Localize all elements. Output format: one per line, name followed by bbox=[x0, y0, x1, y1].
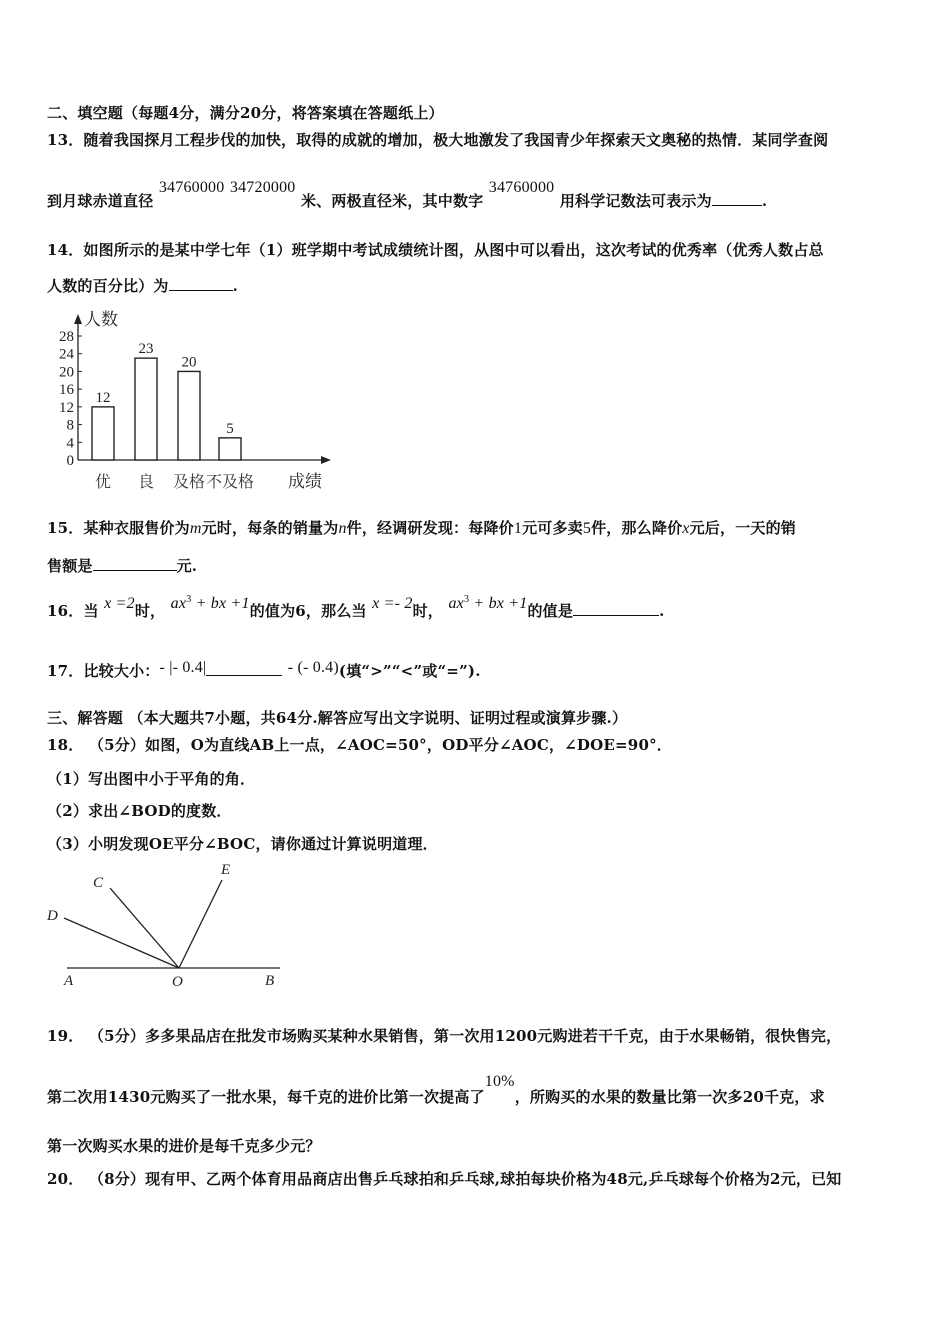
q19-line2 bbox=[47, 1073, 825, 1107]
section-2-heading: 二、填空题（每题4分，满分20分，将答案填在答题纸上） bbox=[47, 104, 444, 122]
chart-bar bbox=[135, 358, 157, 460]
chart-bar-value-label: 12 bbox=[95, 389, 111, 406]
ray-oc bbox=[110, 888, 179, 968]
q15-var-n: n bbox=[338, 520, 347, 537]
q15-text-3: 件，经调研发现：每降价 bbox=[346, 519, 514, 537]
q16-text-5: 的值是 bbox=[527, 602, 574, 620]
q15-text-1: 15．某种衣服售价为 bbox=[47, 519, 190, 537]
q16-text-4: 时， bbox=[412, 602, 444, 620]
q18-sub-3: （3）小明发现OE平分∠BOC，请你通过计算说明道理． bbox=[47, 835, 438, 853]
q13-prefix: 到月球赤道直径 bbox=[47, 192, 154, 210]
q19-line1: 19． （5分）多多果品店在批发市场购买某种水果销售，第一次用1200元购进若干千克，由于水果畅销，很快售完， bbox=[47, 1027, 842, 1045]
q16-expr-2-a: ax bbox=[448, 595, 464, 612]
chart-y-tick-label: 28 bbox=[59, 329, 74, 345]
label-c: C bbox=[93, 875, 104, 891]
q13-mid: 米、两极直径米，其中数字 bbox=[300, 192, 484, 210]
q18-line1: 18． （5分）如图，O为直线AB上一点，∠AOC=50°，OD平分∠AOC，∠DOE=90°． bbox=[47, 736, 672, 754]
q16-answer-blank[interactable] bbox=[573, 601, 659, 616]
q17-answer-blank[interactable] bbox=[206, 661, 282, 676]
q18-sub-2: （2）求出∠BOD的度数． bbox=[47, 802, 232, 820]
q16-expr-2 bbox=[448, 594, 527, 612]
chart-y-tick-label: 20 bbox=[59, 364, 74, 381]
chart-bar-value-label: 20 bbox=[181, 354, 197, 371]
chart-bar bbox=[219, 438, 241, 460]
q15-line2 bbox=[47, 555, 197, 576]
q14-end: . bbox=[232, 277, 239, 295]
q14-answer-blank[interactable] bbox=[169, 276, 233, 291]
q18-sub-1: （1）写出图中小于平角的角． bbox=[47, 770, 256, 788]
q15-num-1: 1 bbox=[513, 520, 523, 537]
ray-od bbox=[64, 918, 179, 968]
chart-y-tick-label: 0 bbox=[66, 453, 74, 469]
chart-bar-value-label: 23 bbox=[138, 341, 154, 358]
q16-end: . bbox=[659, 602, 665, 620]
q16-expr-2-exp: 3 bbox=[463, 594, 470, 605]
chart-y-axis-arrow bbox=[74, 314, 82, 324]
q15-text-4: 元可多卖 bbox=[522, 519, 583, 537]
chart-category-label: 良 bbox=[137, 474, 155, 491]
ray-oe bbox=[179, 880, 222, 968]
q15-text-6: 元后，一天的销 bbox=[689, 519, 796, 537]
q16-expr-1-exp: 3 bbox=[186, 594, 192, 605]
chart-y-tick-label: 4 bbox=[66, 435, 74, 452]
q13-line1: 13．随着我国探月工程步伐的加快，取得的成就的增加，极大地激发了我国青少年探索天文奥秘的热情．某同学查阅 bbox=[47, 131, 829, 149]
q19-line3: 第一次购买水果的进价是每千克多少元？ bbox=[47, 1137, 321, 1155]
chart-y-tick-label: 12 bbox=[59, 399, 74, 416]
q17-text-2: (填“>”“<”或“=”). bbox=[338, 662, 481, 680]
q17-line bbox=[47, 660, 481, 681]
chart-y-tick-label: 24 bbox=[59, 346, 74, 363]
q16-expr-1-a: ax bbox=[170, 595, 187, 612]
q19-text-2: ，所购买的水果的数量比第一次多20千克，求 bbox=[514, 1088, 825, 1106]
q15-line1 bbox=[47, 517, 796, 538]
chart-x-label: 成绩 bbox=[288, 472, 322, 491]
q15-var-x: x bbox=[682, 520, 690, 537]
q19-text-1: 第二次用1430元购买了一批水果，每千克的进价比第一次提高了 bbox=[47, 1088, 485, 1106]
q14-bar-chart bbox=[40, 300, 340, 500]
chart-y-tick-label: 16 bbox=[59, 382, 74, 399]
q14-line1: 14．如图所示的是某中学七年（1）班学期中考试成绩统计图，从图中可以看出，这次考试的优秀率（优秀人数占总 bbox=[47, 241, 824, 259]
q14-text: 人数的百分比）为 bbox=[47, 277, 169, 295]
q15-text-2: 元时，每条的销量为 bbox=[201, 519, 339, 537]
label-d: D bbox=[47, 908, 58, 924]
q15-answer-blank[interactable] bbox=[93, 556, 177, 571]
chart-category-label: 优 bbox=[94, 474, 112, 491]
q16-text-2: 时， bbox=[134, 602, 166, 620]
q16-text-1: 16．当 bbox=[47, 602, 99, 620]
q16-cond-1: x =2 bbox=[104, 595, 135, 612]
q15-num-5: 5 bbox=[582, 520, 592, 537]
label-a: A bbox=[64, 973, 74, 989]
q15-text-5: 件，那么降价 bbox=[591, 519, 683, 537]
q19-percent: 10% bbox=[484, 1073, 515, 1090]
q16-cond-2: x =- 2 bbox=[372, 595, 413, 612]
label-e: E bbox=[221, 862, 231, 878]
label-o: O bbox=[172, 974, 183, 990]
q13-num-b: 34720000 bbox=[229, 179, 296, 196]
chart-bar bbox=[178, 371, 200, 460]
chart-y-tick-label: 8 bbox=[66, 417, 74, 434]
chart-x-axis-arrow bbox=[321, 456, 331, 464]
chart-category-label: 不及格 bbox=[205, 474, 255, 491]
q15-var-m: m bbox=[189, 520, 202, 537]
q13-num-c: 34760000 bbox=[488, 179, 555, 196]
chart-category-label: 及格 bbox=[172, 474, 206, 491]
q15-end: 元. bbox=[176, 557, 198, 575]
q18-angle-figure bbox=[40, 855, 300, 1000]
q20-line1: 20． （8分）现有甲、乙两个体育用品商店出售乒乓球拍和乒乓球,球拍每块价格为48元,乒乓球每个价格为2元，已知 bbox=[47, 1170, 842, 1188]
q16-line bbox=[47, 594, 665, 621]
q13-suffix: 用科学记数法可表示为 bbox=[559, 192, 712, 210]
q16-expr-2-b: + bx +1 bbox=[469, 595, 528, 612]
label-b: B bbox=[265, 973, 275, 989]
chart-bar bbox=[92, 407, 114, 460]
q17-text-1: 17．比较大小： bbox=[47, 662, 160, 680]
q14-line2 bbox=[47, 275, 238, 296]
q13-answer-blank[interactable] bbox=[712, 191, 762, 206]
chart-bar-value-label: 5 bbox=[226, 420, 234, 437]
q16-expr-1 bbox=[171, 594, 250, 612]
q16-expr-1-b: + bx +1 bbox=[191, 595, 250, 612]
q13-end: . bbox=[761, 192, 768, 210]
q13-num-a: 34760000 bbox=[158, 179, 225, 196]
q13-line2 bbox=[47, 179, 768, 211]
chart-y-label: 人数 bbox=[84, 310, 118, 329]
q17-right-expr: - (- 0.4) bbox=[287, 659, 339, 676]
section-3-heading: 三、解答题 （本大题共7小题，共64分.解答应写出文字说明、证明过程或演算步骤.） bbox=[47, 709, 628, 727]
q15-text-7: 售额是 bbox=[47, 557, 93, 575]
q16-text-3: 的值为6，那么当 bbox=[249, 602, 367, 620]
q17-left-expr: - |- 0.4| bbox=[159, 659, 207, 676]
